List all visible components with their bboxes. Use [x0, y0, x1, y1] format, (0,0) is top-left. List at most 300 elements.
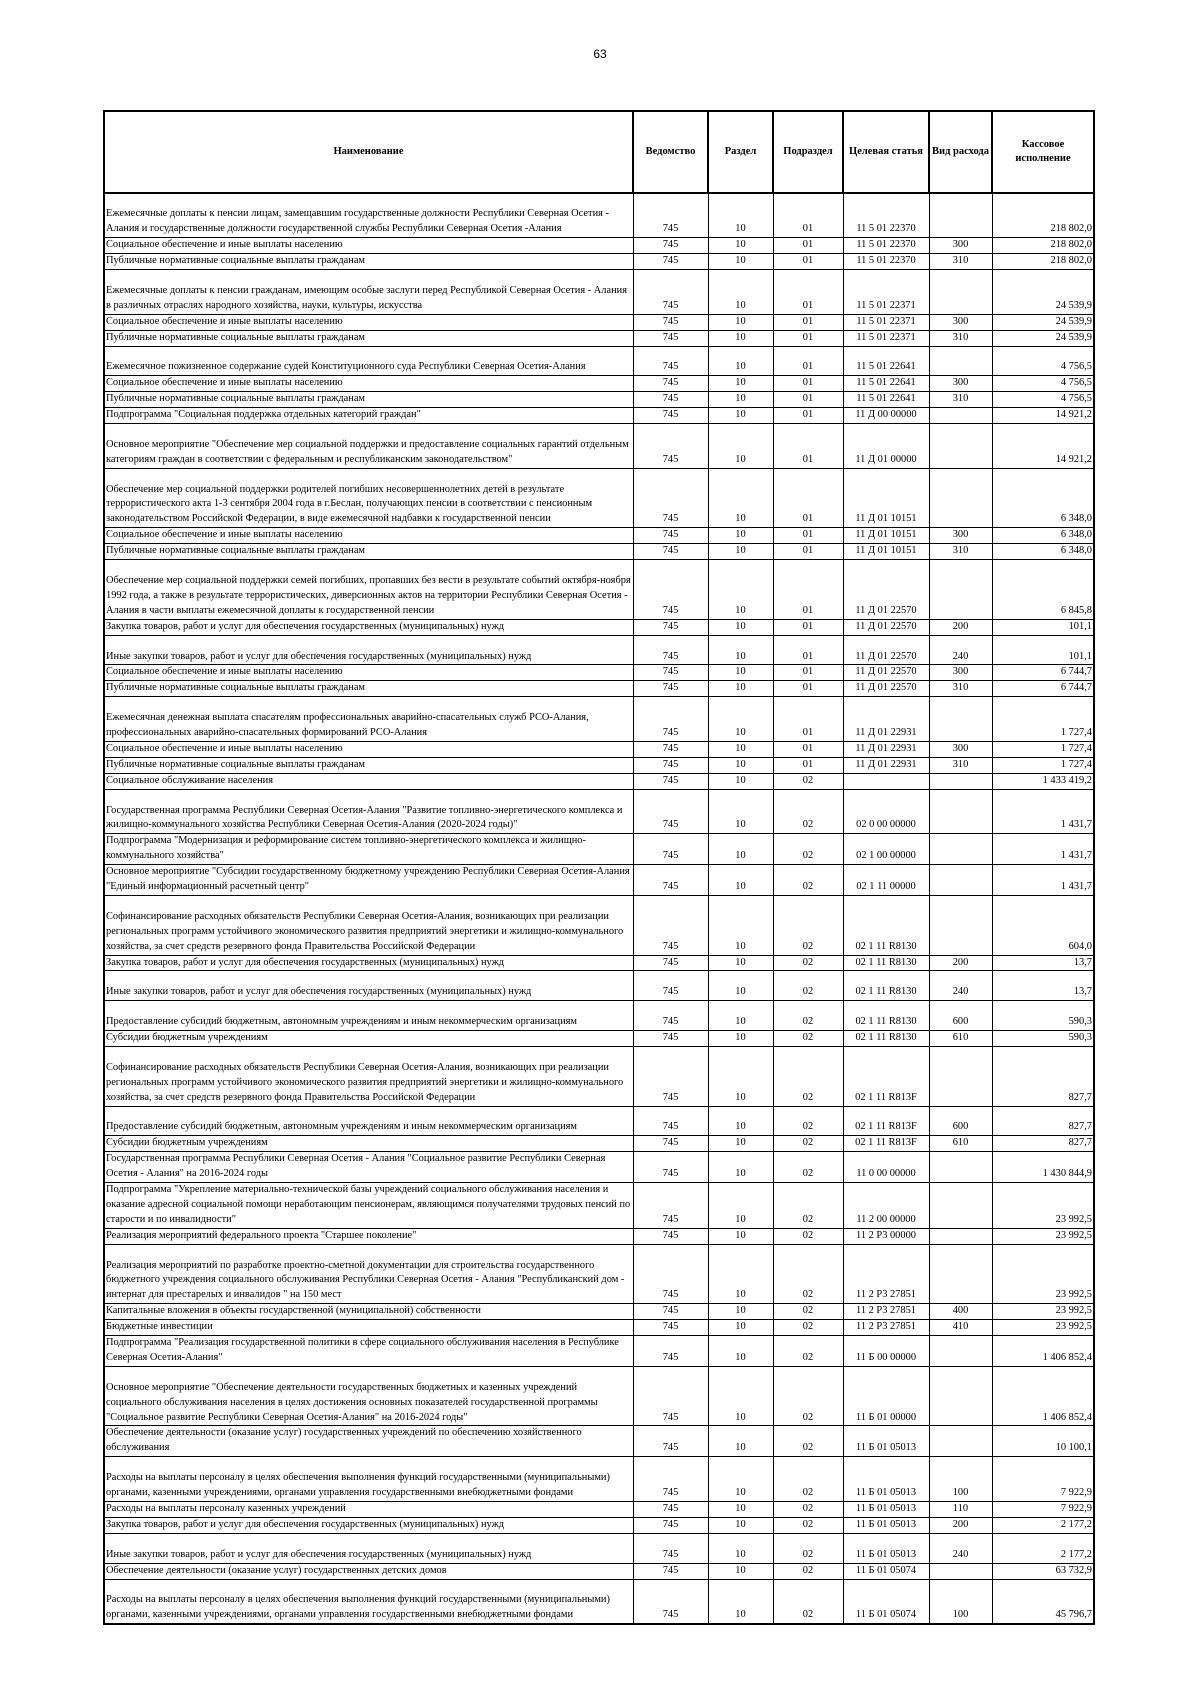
row-section: 10: [708, 424, 773, 469]
row-section: 10: [708, 1304, 773, 1320]
row-name: Реализация мероприятий по разработке проектно-сметной документации для строительства государственного бюджетного учреждения социального обслуживания Республики Северная Осетия - Алания "Республиканский дом - интернат для престарелых и инвалидов " на 150 мест: [104, 1244, 633, 1304]
row-section: 10: [708, 1228, 773, 1244]
row-subsection: 01: [773, 424, 843, 469]
row-subsection: 01: [773, 238, 843, 254]
row-expense-type: 600: [929, 1001, 992, 1031]
row-expense-type: 310: [929, 330, 992, 346]
row-subsection: 02: [773, 1001, 843, 1031]
row-amount: 590,3: [992, 1001, 1094, 1031]
table-row: [104, 238, 1094, 254]
row-ministry: 745: [633, 1501, 708, 1517]
row-subsection: 01: [773, 346, 843, 376]
row-expense-type: 240: [929, 1533, 992, 1563]
row-expense-type: 200: [929, 619, 992, 635]
row-section: 10: [708, 408, 773, 424]
row-name: Ежемесячная денежная выплата спасателям профессиональных аварийно-спасательных служб РСО-Алания, профессиональных аварийно-спасательных формирований РСО-Алания: [104, 697, 633, 742]
row-target: 11 Б 01 05013: [843, 1457, 929, 1502]
row-name: Софинансирование расходных обязательств Республики Северная Осетия-Алания, возникающих при реализации региональных программ устойчивого экономического развития предприятий энергетики и жилищно-коммунального хозяйства, за счет средств резервного фонда Правительства Российской Федерации: [104, 895, 633, 955]
row-ministry: 745: [633, 1457, 708, 1502]
row-target: 02 1 11 R8130: [843, 895, 929, 955]
row-expense-type: [929, 1426, 992, 1457]
row-subsection: 02: [773, 1336, 843, 1367]
table-row: [104, 834, 1094, 865]
row-amount: 218 802,0: [992, 254, 1094, 270]
row-ministry: 745: [633, 1228, 708, 1244]
header-target: Целевая статья: [843, 111, 929, 193]
row-amount: 218 802,0: [992, 238, 1094, 254]
table-row: [104, 1244, 1094, 1304]
row-amount: 827,7: [992, 1136, 1094, 1152]
row-target: 11 Д 01 22570: [843, 619, 929, 635]
row-expense-type: 610: [929, 1031, 992, 1047]
row-subsection: 02: [773, 1320, 843, 1336]
table-row: [104, 789, 1094, 834]
row-subsection: 02: [773, 1533, 843, 1563]
row-subsection: 01: [773, 757, 843, 773]
table-row: [104, 697, 1094, 742]
row-section: 10: [708, 741, 773, 757]
row-section: 10: [708, 773, 773, 789]
row-section: 10: [708, 1152, 773, 1183]
row-section: 10: [708, 1366, 773, 1426]
row-ministry: 745: [633, 665, 708, 681]
row-section: 10: [708, 314, 773, 330]
row-section: 10: [708, 1320, 773, 1336]
row-subsection: 02: [773, 1563, 843, 1579]
row-section: 10: [708, 681, 773, 697]
row-ministry: 745: [633, 528, 708, 544]
row-amount: 2 177,2: [992, 1517, 1094, 1533]
row-amount: 1 431,7: [992, 789, 1094, 834]
row-ministry: 745: [633, 392, 708, 408]
row-expense-type: [929, 1336, 992, 1367]
row-name: Социальное обслуживание населения: [104, 773, 633, 789]
row-name: Публичные нормативные социальные выплаты гражданам: [104, 392, 633, 408]
row-name: Ежемесячные доплаты к пенсии гражданам, имеющим особые заслуги перед Республикой Северная Осетия - Алания в различных отраслях народного хозяйства, науки, культуры, искусства: [104, 270, 633, 315]
row-name: Предоставление субсидий бюджетным, автономным учреждениям и иным некоммерческим организациям: [104, 1001, 633, 1031]
row-expense-type: [929, 1563, 992, 1579]
row-expense-type: 100: [929, 1457, 992, 1502]
table-row: [104, 1366, 1094, 1426]
header-expense-type: Вид расхода: [929, 111, 992, 193]
row-ministry: 745: [633, 955, 708, 971]
row-expense-type: 300: [929, 314, 992, 330]
row-name: Иные закупки товаров, работ и услуг для обеспечения государственных (муниципальных) нужд: [104, 971, 633, 1001]
row-ministry: 745: [633, 560, 708, 620]
row-ministry: 745: [633, 757, 708, 773]
row-section: 10: [708, 528, 773, 544]
row-expense-type: [929, 697, 992, 742]
row-name: Софинансирование расходных обязательств Республики Северная Осетия-Алания, возникающих при реализации региональных программ устойчивого экономического развития предприятий энергетики и жилищно-коммунального хозяйства, за счет средств резервного фонда Правительства Российской Федерации: [104, 1046, 633, 1106]
table-row: [104, 1031, 1094, 1047]
row-subsection: 01: [773, 665, 843, 681]
table-row: [104, 1517, 1094, 1533]
row-subsection: 02: [773, 1304, 843, 1320]
row-expense-type: [929, 834, 992, 865]
row-amount: 6 744,7: [992, 665, 1094, 681]
table-body: [104, 193, 1094, 1624]
row-subsection: 01: [773, 741, 843, 757]
row-expense-type: [929, 424, 992, 469]
row-target: 11 Б 00 00000: [843, 1336, 929, 1367]
row-ministry: 745: [633, 193, 708, 238]
table-header-row: [104, 111, 1094, 193]
row-target: 11 Б 01 05074: [843, 1563, 929, 1579]
row-section: 10: [708, 238, 773, 254]
row-target: 02 1 11 R813F: [843, 1046, 929, 1106]
row-section: 10: [708, 392, 773, 408]
row-subsection: 01: [773, 270, 843, 315]
row-target: 11 5 01 22641: [843, 392, 929, 408]
row-section: 10: [708, 1001, 773, 1031]
row-expense-type: 310: [929, 254, 992, 270]
table-row: [104, 1563, 1094, 1579]
row-amount: 1 406 852,4: [992, 1336, 1094, 1367]
row-name: Обеспечение деятельности (оказание услуг) государственных учреждений по обеспечению хозяйственного обслуживания: [104, 1426, 633, 1457]
row-subsection: 01: [773, 681, 843, 697]
row-target: 11 5 01 22370: [843, 238, 929, 254]
row-section: 10: [708, 1031, 773, 1047]
row-name: Основное мероприятие "Обеспечение мер социальной поддержки и предоставление социальных гарантий отдельным категориям граждан в соответствии с федеральным и республиканским законодательством": [104, 424, 633, 469]
row-expense-type: 310: [929, 681, 992, 697]
row-expense-type: 240: [929, 635, 992, 665]
row-name: Субсидии бюджетным учреждениям: [104, 1031, 633, 1047]
row-section: 10: [708, 193, 773, 238]
row-ministry: 745: [633, 1106, 708, 1136]
table-row: [104, 1046, 1094, 1106]
row-amount: 13,7: [992, 971, 1094, 1001]
row-section: 10: [708, 1426, 773, 1457]
table-row: [104, 1106, 1094, 1136]
row-target: 11 5 01 22370: [843, 193, 929, 238]
table-row: [104, 635, 1094, 665]
row-target: 11 Б 01 00000: [843, 1366, 929, 1426]
row-amount: 604,0: [992, 895, 1094, 955]
row-section: 10: [708, 1136, 773, 1152]
row-ministry: 745: [633, 1366, 708, 1426]
row-name: Реализация мероприятий федерального проекта "Старшее поколение": [104, 1228, 633, 1244]
row-amount: 4 756,5: [992, 376, 1094, 392]
row-name: Подпрограмма "Модернизация и реформирование систем топливно-энергетического комплекса и жилищно-коммунального хозяйства": [104, 834, 633, 865]
row-ministry: 745: [633, 424, 708, 469]
row-expense-type: 110: [929, 1501, 992, 1517]
row-target: 11 Д 01 22931: [843, 757, 929, 773]
row-subsection: 02: [773, 1501, 843, 1517]
table-row: [104, 971, 1094, 1001]
row-expense-type: 600: [929, 1106, 992, 1136]
row-amount: 590,3: [992, 1031, 1094, 1047]
row-ministry: 745: [633, 865, 708, 896]
table-row: [104, 1501, 1094, 1517]
row-section: 10: [708, 619, 773, 635]
row-expense-type: 300: [929, 741, 992, 757]
row-amount: 1 431,7: [992, 865, 1094, 896]
row-amount: 63 732,9: [992, 1563, 1094, 1579]
row-section: 10: [708, 270, 773, 315]
row-name: Расходы на выплаты персоналу казенных учреждений: [104, 1501, 633, 1517]
row-name: Подпрограмма "Социальная поддержка отдельных категорий граждан": [104, 408, 633, 424]
row-section: 10: [708, 254, 773, 270]
row-section: 10: [708, 757, 773, 773]
row-subsection: 02: [773, 1244, 843, 1304]
row-ministry: 745: [633, 635, 708, 665]
row-subsection: 02: [773, 1183, 843, 1229]
row-amount: 23 992,5: [992, 1183, 1094, 1229]
row-target: 11 2 P3 27851: [843, 1244, 929, 1304]
row-target: [843, 773, 929, 789]
row-section: 10: [708, 1579, 773, 1624]
row-ministry: 745: [633, 1244, 708, 1304]
row-name: Расходы на выплаты персоналу в целях обеспечения выполнения функций государственными (муниципальными) органами, казенными учреждениями, органами управления государственными внебюджетными фондами: [104, 1579, 633, 1624]
row-expense-type: 310: [929, 757, 992, 773]
row-name: Публичные нормативные социальные выплаты гражданам: [104, 757, 633, 773]
row-subsection: 01: [773, 635, 843, 665]
row-subsection: 02: [773, 834, 843, 865]
row-target: 11 Д 01 10151: [843, 468, 929, 528]
row-amount: 827,7: [992, 1106, 1094, 1136]
row-name: Капитальные вложения в объекты государственной (муниципальной) собственности: [104, 1304, 633, 1320]
row-amount: 7 922,9: [992, 1457, 1094, 1502]
table-row: [104, 1152, 1094, 1183]
row-name: Государственная программа Республики Северная Осетия-Алания "Развитие топливно-энергетического комплекса и жилищно-коммунального хозяйства Республики Северная Осетия-Алания (2020-2024 годы)": [104, 789, 633, 834]
table-row: [104, 619, 1094, 635]
row-name: Бюджетные инвестиции: [104, 1320, 633, 1336]
table-row: [104, 1426, 1094, 1457]
row-section: 10: [708, 1336, 773, 1367]
row-section: 10: [708, 1106, 773, 1136]
row-amount: 1 431,7: [992, 834, 1094, 865]
row-ministry: 745: [633, 681, 708, 697]
row-target: 11 Д 00 00000: [843, 408, 929, 424]
row-amount: 6 348,0: [992, 544, 1094, 560]
row-target: 02 1 11 R8130: [843, 1001, 929, 1031]
row-section: 10: [708, 330, 773, 346]
row-name: Социальное обеспечение и иные выплаты населению: [104, 314, 633, 330]
table-row: [104, 1579, 1094, 1624]
row-amount: 14 921,2: [992, 408, 1094, 424]
row-subsection: 02: [773, 1426, 843, 1457]
row-section: 10: [708, 1244, 773, 1304]
row-subsection: 02: [773, 865, 843, 896]
row-target: 11 Д 01 22570: [843, 635, 929, 665]
row-expense-type: [929, 270, 992, 315]
row-expense-type: [929, 773, 992, 789]
row-ministry: 745: [633, 895, 708, 955]
row-ministry: 745: [633, 1152, 708, 1183]
row-target: 02 1 11 R8130: [843, 971, 929, 1001]
header-amount: Кассовое исполнение: [992, 111, 1094, 193]
table-row: [104, 955, 1094, 971]
budget-table: [103, 110, 1095, 1625]
row-expense-type: [929, 1046, 992, 1106]
row-amount: 45 796,7: [992, 1579, 1094, 1624]
row-target: 11 2 00 00000: [843, 1183, 929, 1229]
row-ministry: 745: [633, 1136, 708, 1152]
row-amount: 6 348,0: [992, 528, 1094, 544]
row-target: 11 Д 01 22931: [843, 697, 929, 742]
row-amount: 23 992,5: [992, 1228, 1094, 1244]
row-target: 11 5 01 22371: [843, 270, 929, 315]
row-amount: 4 756,5: [992, 392, 1094, 408]
row-subsection: 02: [773, 1457, 843, 1502]
table-row: [104, 254, 1094, 270]
header-ministry: Ведомство: [633, 111, 708, 193]
row-expense-type: 100: [929, 1579, 992, 1624]
table-row: [104, 773, 1094, 789]
row-target: 11 0 00 00000: [843, 1152, 929, 1183]
row-target: 11 5 01 22370: [843, 254, 929, 270]
row-ministry: 745: [633, 346, 708, 376]
row-expense-type: 300: [929, 665, 992, 681]
row-name: Публичные нормативные социальные выплаты гражданам: [104, 330, 633, 346]
row-expense-type: [929, 1183, 992, 1229]
row-expense-type: [929, 193, 992, 238]
table-row: [104, 1304, 1094, 1320]
row-expense-type: [929, 895, 992, 955]
row-amount: 101,1: [992, 619, 1094, 635]
row-ministry: 745: [633, 1579, 708, 1624]
row-ministry: 745: [633, 697, 708, 742]
row-amount: 101,1: [992, 635, 1094, 665]
row-amount: 1 433 419,2: [992, 773, 1094, 789]
row-subsection: 01: [773, 314, 843, 330]
row-amount: 23 992,5: [992, 1244, 1094, 1304]
row-expense-type: [929, 1228, 992, 1244]
row-ministry: 745: [633, 773, 708, 789]
row-section: 10: [708, 697, 773, 742]
row-subsection: 01: [773, 330, 843, 346]
row-name: Иные закупки товаров, работ и услуг для обеспечения государственных (муниципальных) нужд: [104, 635, 633, 665]
table-row: [104, 314, 1094, 330]
table-row: [104, 408, 1094, 424]
row-ministry: 745: [633, 1001, 708, 1031]
row-target: 11 Д 01 22570: [843, 681, 929, 697]
table-row: [104, 1136, 1094, 1152]
row-expense-type: 240: [929, 971, 992, 1001]
row-amount: 10 100,1: [992, 1426, 1094, 1457]
row-target: 02 1 11 R813F: [843, 1106, 929, 1136]
row-ministry: 745: [633, 408, 708, 424]
table-row: [104, 1001, 1094, 1031]
row-name: Обеспечение мер социальной поддержки родителей погибших несовершеннолетних детей в результате террористического акта 1-3 сентября 2004 года в г.Беслан, получающих пенсии в соответствии с пенсионным законодательством Российской Федерации, в виде ежемесячной надбавки к государственной пенсии: [104, 468, 633, 528]
row-section: 10: [708, 1563, 773, 1579]
row-subsection: 01: [773, 392, 843, 408]
row-amount: 4 756,5: [992, 346, 1094, 376]
row-name: Социальное обеспечение и иные выплаты населению: [104, 376, 633, 392]
row-ministry: 745: [633, 1046, 708, 1106]
row-name: Закупка товаров, работ и услуг для обеспечения государственных (муниципальных) нужд: [104, 955, 633, 971]
row-expense-type: [929, 1152, 992, 1183]
row-target: 11 2 P3 00000: [843, 1228, 929, 1244]
row-ministry: 745: [633, 254, 708, 270]
row-name: Социальное обеспечение и иные выплаты населению: [104, 665, 633, 681]
row-subsection: 02: [773, 1152, 843, 1183]
row-name: Обеспечение мер социальной поддержки семей погибших, пропавших без вести в результате событий октября-ноября 1992 года, а также в результате террористических, диверсионных актов на территории Республики Северная Осетия - Алания в части выплаты ежемесячной доплаты к государственной пенсии: [104, 560, 633, 620]
row-subsection: 02: [773, 1517, 843, 1533]
row-subsection: 01: [773, 560, 843, 620]
row-target: 02 0 00 00000: [843, 789, 929, 834]
row-target: 11 Б 01 05013: [843, 1501, 929, 1517]
row-ministry: 745: [633, 314, 708, 330]
table-row: [104, 468, 1094, 528]
table-row: [104, 1336, 1094, 1367]
row-ministry: 745: [633, 376, 708, 392]
row-amount: 24 539,9: [992, 314, 1094, 330]
row-ministry: 745: [633, 544, 708, 560]
row-subsection: 02: [773, 1046, 843, 1106]
table-row: [104, 270, 1094, 315]
row-ministry: 745: [633, 1563, 708, 1579]
row-expense-type: 310: [929, 544, 992, 560]
row-amount: 218 802,0: [992, 193, 1094, 238]
row-ministry: 745: [633, 971, 708, 1001]
row-ministry: 745: [633, 789, 708, 834]
row-ministry: 745: [633, 1320, 708, 1336]
table-row: [104, 528, 1094, 544]
row-amount: 1 727,4: [992, 757, 1094, 773]
row-subsection: 01: [773, 408, 843, 424]
row-amount: 2 177,2: [992, 1533, 1094, 1563]
row-ministry: 745: [633, 468, 708, 528]
row-section: 10: [708, 346, 773, 376]
row-name: Подпрограмма "Реализация государственной политики в сфере социального обслуживания населения в Республике Северная Осетия-Алания": [104, 1336, 633, 1367]
row-ministry: 745: [633, 619, 708, 635]
row-section: 10: [708, 1457, 773, 1502]
row-expense-type: 410: [929, 1320, 992, 1336]
table-row: [104, 1228, 1094, 1244]
row-subsection: 01: [773, 697, 843, 742]
row-amount: 23 992,5: [992, 1320, 1094, 1336]
row-ministry: 745: [633, 1031, 708, 1047]
row-target: 11 Д 01 22570: [843, 560, 929, 620]
row-amount: 23 992,5: [992, 1304, 1094, 1320]
row-section: 10: [708, 1046, 773, 1106]
row-section: 10: [708, 560, 773, 620]
row-name: Основное мероприятие "Обеспечение деятельности государственных бюджетных и казенных учреждений социального обслуживания населения в целях достижения основных показателей государственной программы "Социальное развитие Республики Северная Осетия-Алания" на 2016-2024 годы": [104, 1366, 633, 1426]
table-row: [104, 1183, 1094, 1229]
row-target: 11 Б 01 05074: [843, 1579, 929, 1624]
row-target: 11 Д 01 22931: [843, 741, 929, 757]
table-row: [104, 560, 1094, 620]
row-target: 02 1 11 R813F: [843, 1136, 929, 1152]
row-subsection: 01: [773, 468, 843, 528]
row-subsection: 02: [773, 895, 843, 955]
row-name: Закупка товаров, работ и услуг для обеспечения государственных (муниципальных) нужд: [104, 1517, 633, 1533]
header-name: Наименование: [104, 111, 633, 193]
row-subsection: 02: [773, 1136, 843, 1152]
row-target: 11 Б 01 05013: [843, 1517, 929, 1533]
row-subsection: 01: [773, 619, 843, 635]
row-name: Социальное обеспечение и иные выплаты населению: [104, 741, 633, 757]
row-name: Иные закупки товаров, работ и услуг для обеспечения государственных (муниципальных) нужд: [104, 1533, 633, 1563]
row-amount: 6 744,7: [992, 681, 1094, 697]
page-number: 63: [593, 47, 607, 61]
row-name: Социальное обеспечение и иные выплаты населению: [104, 238, 633, 254]
row-expense-type: [929, 468, 992, 528]
row-subsection: 02: [773, 1366, 843, 1426]
row-target: 02 1 11 R8130: [843, 955, 929, 971]
row-section: 10: [708, 1517, 773, 1533]
row-amount: 6 348,0: [992, 468, 1094, 528]
row-target: 11 Б 01 05013: [843, 1426, 929, 1457]
row-section: 10: [708, 635, 773, 665]
row-target: 11 Д 01 00000: [843, 424, 929, 469]
row-section: 10: [708, 834, 773, 865]
row-section: 10: [708, 895, 773, 955]
row-section: 10: [708, 1183, 773, 1229]
row-section: 10: [708, 955, 773, 971]
row-expense-type: [929, 346, 992, 376]
